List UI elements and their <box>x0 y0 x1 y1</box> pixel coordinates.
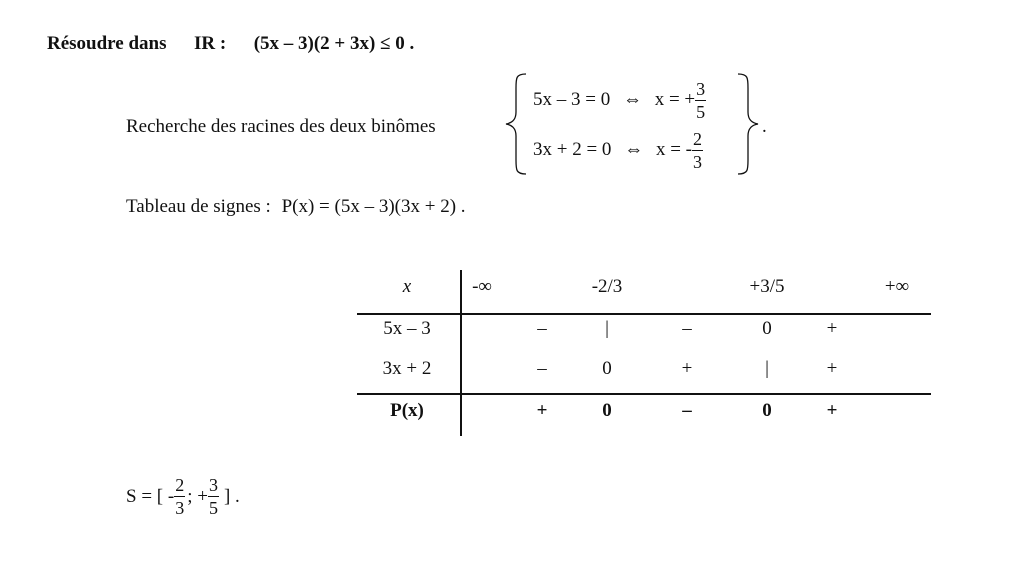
eq1-fraction: $\frac{3}{5}$ <box>696 79 706 122</box>
eq2-fraction: $\frac{2}{3}$ <box>692 129 702 172</box>
header-x: x <box>402 276 412 297</box>
sign-cell: – <box>682 318 692 339</box>
sign-cell: 0 <box>762 318 772 339</box>
header-root-1: -2/3 <box>591 276 623 297</box>
sign-cell: – <box>537 358 547 379</box>
sign-cell: + <box>826 318 838 339</box>
table-vertical-rule <box>460 270 462 436</box>
roots-intro-text: Recherche des racines des deux binômes <box>126 116 436 137</box>
equation-1 <box>533 80 706 121</box>
sign-cell: – <box>537 318 547 339</box>
title-prefix: Résoudre dans <box>47 33 167 54</box>
header-plus-infinity: +∞ <box>884 276 910 297</box>
polynomial-expression: P(x) = (5x – 3)(3x + 2) . <box>281 196 466 217</box>
iff-icon: ⇔ <box>624 138 644 160</box>
header-minus-infinity: -∞ <box>472 276 492 297</box>
sign-cell: 0 <box>602 358 612 379</box>
equation-2 <box>533 130 703 171</box>
sign-cell: | <box>605 318 609 339</box>
solution-prefix: S = [ - <box>126 486 175 507</box>
solution-suffix: ] . <box>223 486 240 507</box>
sign-cell: 0 <box>602 400 612 421</box>
solution-set <box>126 476 240 517</box>
row-label-p-x: P(x) <box>390 400 424 421</box>
roots-intro <box>126 116 436 138</box>
eq1-left: 5x – 3 = 0 <box>533 88 611 110</box>
eq1-x: x = + <box>654 88 696 110</box>
table-result-rule <box>357 393 931 395</box>
sign-table-label: Tableau de signes : <box>126 196 271 217</box>
eq2-left: 3x + 2 = 0 <box>533 138 612 160</box>
problem-title <box>47 33 414 55</box>
sign-cell: + <box>681 358 693 379</box>
sign-cell: + <box>826 400 838 421</box>
table-header-rule <box>357 313 931 315</box>
header-root-2: +3/5 <box>749 276 785 297</box>
sign-cell: + <box>826 358 838 379</box>
roots-system <box>500 70 770 178</box>
real-set-symbol: IR : <box>193 33 227 54</box>
eq2-x: x = - <box>655 138 692 160</box>
solution-fraction-2: $\frac{3}{5}$ <box>208 475 218 518</box>
sign-cell: – <box>682 400 692 421</box>
iff-icon: ⇔ <box>622 88 642 110</box>
sign-cell: | <box>765 358 769 379</box>
title-inequality: (5x – 3)(2 + 3x) ≤ 0 . <box>253 33 415 54</box>
sign-cell: 0 <box>762 400 772 421</box>
sign-cell: + <box>536 400 548 421</box>
sign-table-heading <box>126 196 466 218</box>
solution-fraction-1: $\frac{2}{3}$ <box>175 475 185 518</box>
solution-separator: ; + <box>187 486 208 507</box>
sign-table <box>357 268 931 438</box>
row-label-5x-3: 5x – 3 <box>383 318 431 339</box>
row-label-3x-2: 3x + 2 <box>382 358 432 379</box>
system-period: . <box>762 116 767 137</box>
